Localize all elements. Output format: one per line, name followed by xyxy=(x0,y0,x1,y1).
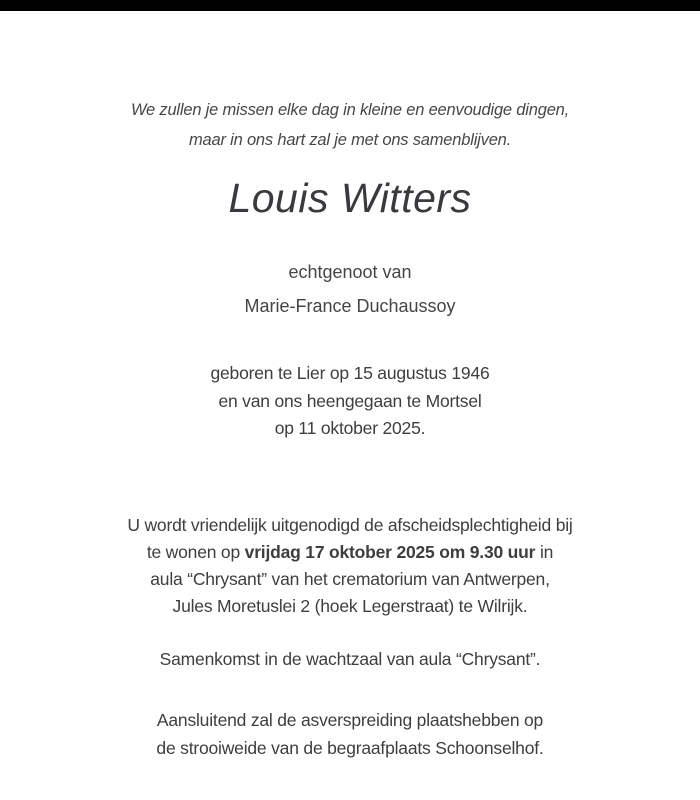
epigraph-line-1: We zullen je missen elke dag in kleine en eenvoudige dingen, xyxy=(130,101,570,119)
birth-line: geboren te Lier op 15 augustus 1946 xyxy=(210,363,490,383)
death-date-line: op 11 oktober 2025. xyxy=(274,418,426,438)
closing-block xyxy=(0,706,700,762)
life-dates-block xyxy=(0,360,700,443)
death-place-line: en van ons heengegaan te Mortsel xyxy=(218,390,482,411)
closing-line-1: Aansluitend zal de asverspreiding plaatshebben op xyxy=(156,710,544,730)
invitation-line-2 xyxy=(0,539,700,566)
relation-block xyxy=(0,255,700,323)
invitation-line-2-suffix: in xyxy=(535,542,554,562)
invitation-block xyxy=(0,512,700,620)
epigraph xyxy=(0,95,700,155)
relation-line: echtgenoot van xyxy=(288,262,412,282)
spouse-name: Marie-France Duchaussoy xyxy=(244,296,456,316)
deceased-name: Louis Witters xyxy=(228,175,472,221)
invitation-line-2-prefix: te wonen op xyxy=(146,542,245,562)
scan-edge-bar xyxy=(0,0,700,11)
gathering-line: Samenkomst in de wachtzaal van aula “Chrysant”. xyxy=(159,649,541,669)
invitation-line-3: aula “Chrysant” van het crematorium van Antwerpen, xyxy=(150,569,550,589)
epigraph-line-2: maar in ons hart zal je met ons samenblijven. xyxy=(188,131,512,149)
closing-line-2: de strooiweide van de begraafplaats Schoonselhof. xyxy=(156,738,544,758)
invitation-line-4: Jules Moretuslei 2 (hoek Legerstraat) te Wilrijk. xyxy=(172,596,528,616)
ceremony-datetime: vrijdag 17 oktober 2025 om 9.30 uur xyxy=(244,542,536,562)
invitation-line-1: U wordt vriendelijk uitgenodigd de afscheidsplechtigheid bij xyxy=(127,515,573,535)
